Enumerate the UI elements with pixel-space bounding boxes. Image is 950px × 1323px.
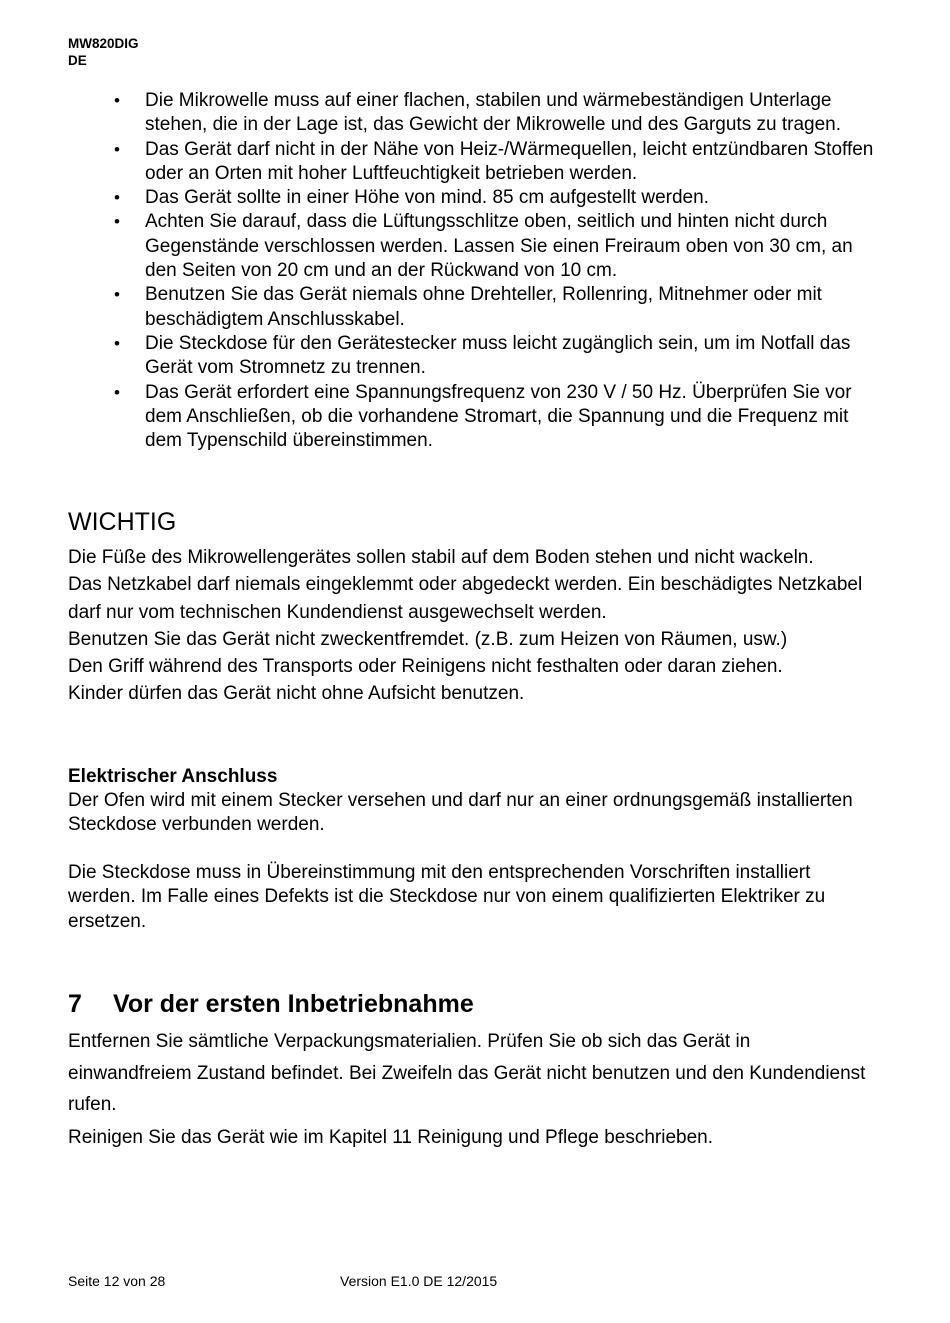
language-code: DE bbox=[68, 53, 87, 68]
wichtig-body bbox=[68, 544, 868, 708]
bullet-item bbox=[114, 186, 884, 210]
section-number: 7 bbox=[68, 990, 82, 1018]
bullet-icon: • bbox=[114, 382, 120, 402]
bullet-item bbox=[114, 89, 884, 138]
bullet-text: Achten Sie darauf, dass die Lüftungsschlitze oben, seitlich und hinten nicht durch Gegenstände verschlossen werden. Lassen Sie einen Freiraum oben von 30 cm, an den Seiten von 20 cm und an der Rückwand von 10 cm. bbox=[145, 211, 853, 282]
bullet-icon: • bbox=[114, 91, 120, 110]
bullet-icon: • bbox=[114, 212, 120, 232]
page-number: Seite 12 von 28 bbox=[68, 1273, 166, 1289]
bullet-text: Das Gerät erfordert eine Spannungsfrequenz von 230 V / 50 Hz. Überprüfen Sie vor dem Anschließen, ob die vorhandene Stromart, die Spannung und die Frequenz mit dem Typenschild übereinstimmen. bbox=[145, 381, 852, 452]
document-header bbox=[68, 35, 139, 69]
bullet-icon: • bbox=[114, 188, 120, 208]
wichtig-line: Die Füße des Mikrowellengerätes sollen stabil auf dem Boden stehen und nicht wackeln. bbox=[68, 547, 814, 568]
bullet-icon: • bbox=[114, 285, 120, 305]
bullet-item bbox=[114, 332, 884, 381]
bullet-text: Benutzen Sie das Gerät niemals ohne Drehteller, Rollenring, Mitnehmer oder mit beschädigtem Anschlusskabel. bbox=[145, 284, 822, 330]
wichtig-line: Benutzen Sie das Gerät nicht zweckentfremdet. (z.B. zum Heizen von Räumen, usw.) bbox=[68, 628, 788, 650]
bullet-item bbox=[114, 210, 884, 283]
wichtig-line: Das Netzkabel darf niemals eingeklemmt oder abgedeckt werden. Ein beschädigtes Netzkabel darf nur vom technischen Kundendienst ausgewechselt werden. bbox=[68, 574, 863, 623]
bullet-icon: • bbox=[114, 139, 120, 159]
bullet-item bbox=[114, 381, 884, 454]
bullet-item bbox=[114, 138, 884, 187]
elektrischer-anschluss-paragraph-2: Die Steckdose muss in Übereinstimmung mit den entsprechenden Vorschriften installiert werden. Im Falle eines Defekts ist die Steckdose nur von einem qualifizierten Elektriker zu ersetzen. bbox=[68, 862, 826, 932]
bullet-text: Das Gerät darf nicht in der Nähe von Heiz-/Wärmequellen, leicht entzündbaren Stoffen oder an Orten mit hoher Luftfeuchtigkeit betrieben werden. bbox=[145, 138, 874, 184]
elektrischer-anschluss-heading: Elektrischer Anschluss bbox=[68, 766, 278, 787]
wichtig-line: Kinder dürfen das Gerät nicht ohne Aufsicht benutzen. bbox=[68, 683, 525, 705]
section-7-paragraph-1: Entfernen Sie sämtliche Verpackungsmaterialien. Prüfen Sie ob sich das Gerät in einwandfreiem Zustand befindet. Bei Zweifeln das Gerät nicht benutzen und den Kundendienst rufen. bbox=[68, 1031, 866, 1115]
bullet-item bbox=[114, 283, 884, 332]
wichtig-line: Den Griff während des Transports oder Reinigens nicht festhalten oder daran ziehen. bbox=[68, 656, 783, 678]
wichtig-heading: WICHTIG bbox=[68, 508, 177, 536]
section-7-heading bbox=[68, 988, 474, 1020]
bullet-text: Die Steckdose für den Gerätestecker muss leicht zugänglich sein, um im Notfall das Gerät vom Stromnetz zu trennen. bbox=[145, 332, 851, 379]
version-label: Version E1.0 DE 12/2015 bbox=[340, 1273, 498, 1289]
bullet-text: Die Mikrowelle muss auf einer flachen, stabilen und wärmebeständigen Unterlage stehen, die in der Lage ist, das Gewicht der Mikrowelle und des Garguts zu tragen. bbox=[145, 90, 841, 136]
safety-bullet-list bbox=[114, 89, 884, 453]
model-number: MW820DIG bbox=[68, 36, 139, 51]
section-title: Vor der ersten Inbetriebnahme bbox=[113, 990, 474, 1018]
section-7-paragraph-2: Reinigen Sie das Gerät wie im Kapitel 11 Reinigung und Pflege beschrieben. bbox=[68, 1127, 713, 1148]
bullet-text: Das Gerät sollte in einer Höhe von mind. 85 cm aufgestellt werden. bbox=[145, 187, 709, 209]
elektrischer-anschluss-paragraph-1: Der Ofen wird mit einem Stecker versehen und darf nur an einer ordnungsgemäß installierten Steckdose verbunden werden. bbox=[68, 790, 853, 836]
bullet-icon: • bbox=[114, 333, 120, 353]
